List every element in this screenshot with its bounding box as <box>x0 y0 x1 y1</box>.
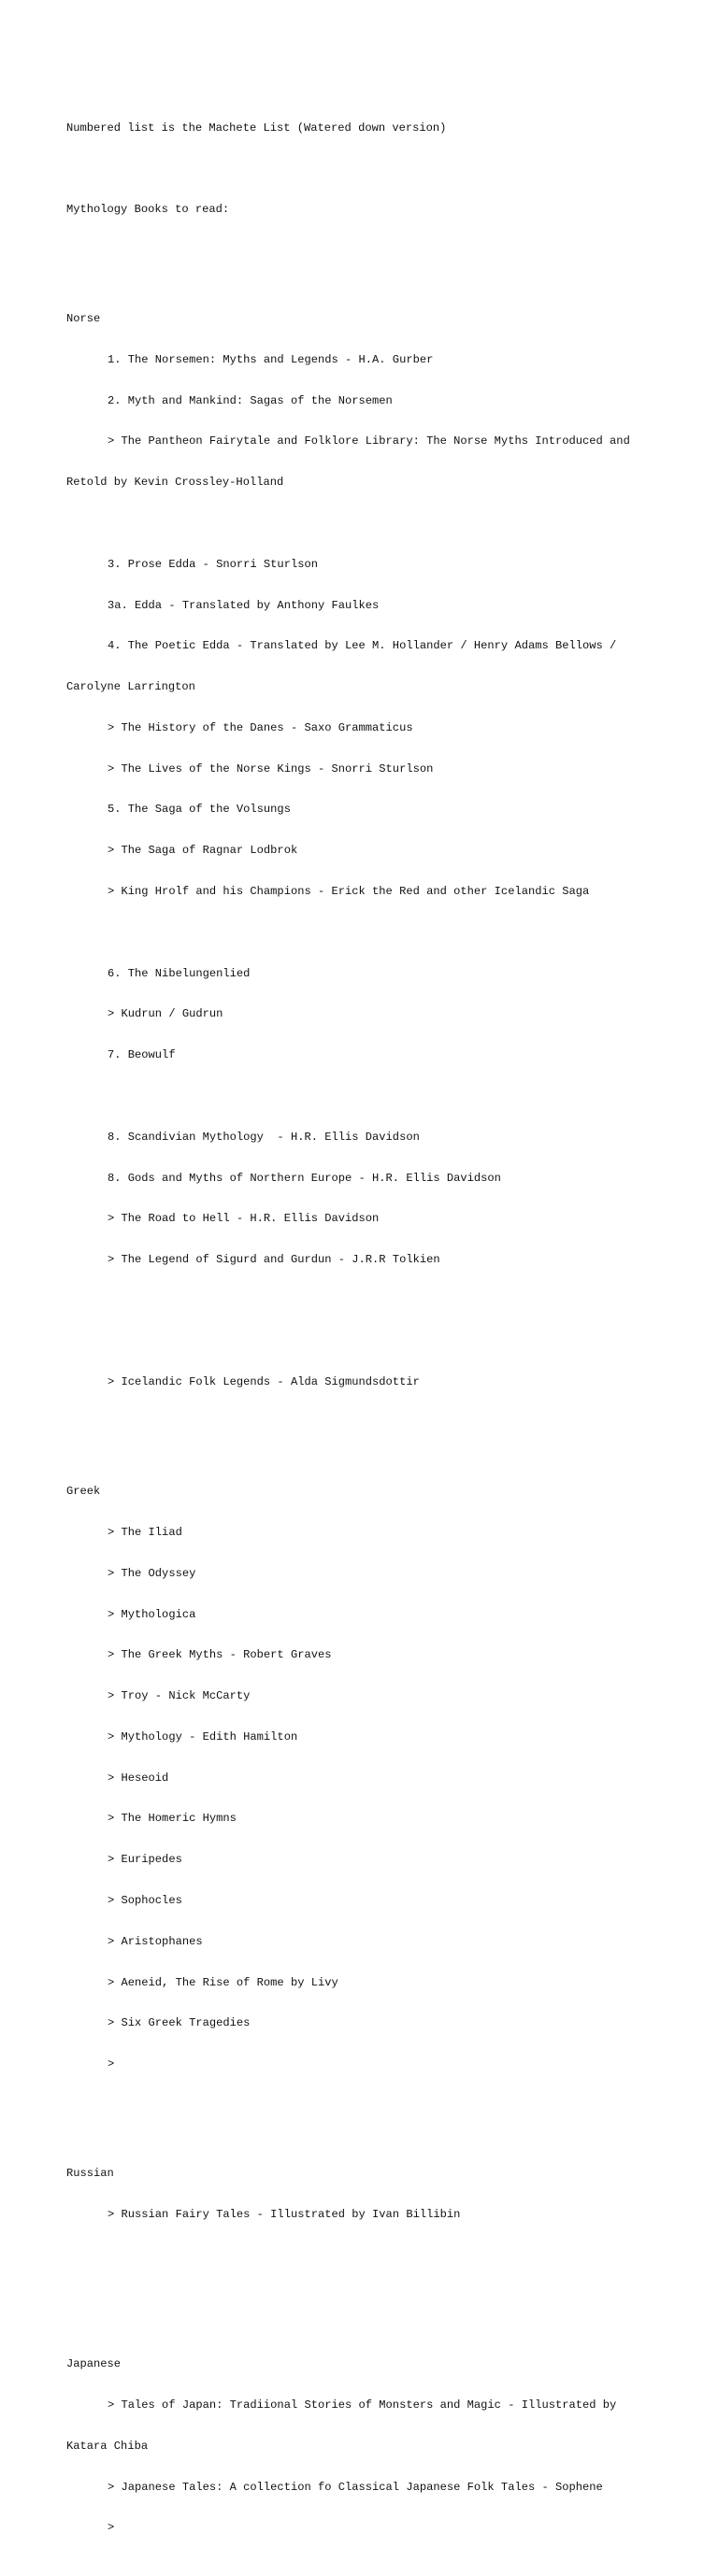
list-item: 1. The Norsemen: Myths and Legends - H.A. Gurber <box>108 352 434 366</box>
list-item: 8. Scandivian Mythology - H.R. Ellis Davidson <box>108 1130 420 1144</box>
blank-line <box>66 163 683 177</box>
section-heading-norse: Norse <box>66 312 101 326</box>
list-item: > <box>108 2521 115 2535</box>
list-item: > Heseoid <box>108 1771 169 1785</box>
list-item: > The Odyssey <box>108 1566 196 1580</box>
list-item: 8. Gods and Myths of Northern Europe - H.R. Ellis Davidson <box>108 1171 501 1185</box>
list-item: 3. Prose Edda - Snorri Sturlson <box>108 557 318 571</box>
list-item: > The Greek Myths - Robert Graves <box>108 1648 332 1662</box>
list-item-continuation: Retold by Kevin Crossley-Holland <box>66 476 284 490</box>
list-item: > Euripedes <box>108 1853 182 1867</box>
blank-line <box>66 244 683 258</box>
list-item: > Kudrun / Gudrun <box>108 1007 223 1021</box>
list-item: > Tales of Japan: Tradiional Stories of Monsters and Magic - Illustrated by <box>108 2398 617 2412</box>
header-note: Numbered list is the Machete List (Watered down version) <box>66 121 447 135</box>
list-item-continuation: Carolyne Larrington <box>66 680 195 694</box>
list-item: > Russian Fairy Tales - Illustrated by Ivan Billibin <box>108 2207 461 2221</box>
list-item-continuation: Katara Chiba <box>66 2439 149 2453</box>
blank-line <box>66 517 683 531</box>
blank-line <box>66 2099 683 2113</box>
list-item: > The Road to Hell - H.R. Ellis Davidson <box>108 1212 380 1226</box>
blank-line <box>66 926 683 940</box>
list-item: > Sophocles <box>108 1893 182 1907</box>
list-item: > Mythology - Edith Hamilton <box>108 1729 298 1743</box>
list-item: > The Saga of Ragnar Lodbrok <box>108 844 298 858</box>
list-item: > Icelandic Folk Legends - Alda Sigmundsdottir <box>108 1375 420 1389</box>
list-item: 7. Beowulf <box>108 1048 176 1062</box>
list-item: > The Pantheon Fairytale and Folklore Library: The Norse Myths Introduced and <box>108 434 630 448</box>
section-heading-japanese: Japanese <box>66 2357 122 2371</box>
list-item: > <box>108 2057 115 2071</box>
list-item: 4. The Poetic Edda - Translated by Lee M. Hollander / Henry Adams Bellows / <box>108 639 617 653</box>
list-item: > Mythologica <box>108 1607 196 1621</box>
blank-line <box>66 1416 683 1430</box>
blank-line <box>66 2248 683 2262</box>
list-item: > Japanese Tales: A collection fo Classical Japanese Folk Tales - Sophene <box>108 2480 603 2494</box>
section-heading-greek: Greek <box>66 1485 101 1499</box>
blank-line <box>66 1335 683 1349</box>
list-item: > The Lives of the Norse Kings - Snorri Sturlson <box>108 761 434 776</box>
list-item: > The Iliad <box>108 1525 182 1539</box>
list-item: 2. Myth and Mankind: Sagas of the Norsemen <box>108 393 393 407</box>
list-item: > The Legend of Sigurd and Gurdun - J.R.R Tolkien <box>108 1253 440 1267</box>
list-item: 5. The Saga of the Volsungs <box>108 803 291 817</box>
blank-line <box>66 2289 683 2303</box>
list-item: > Troy - Nick McCarty <box>108 1689 251 1703</box>
list-item: > King Hrolf and his Champions - Erick the Red and other Icelandic Saga <box>108 885 590 899</box>
list-item: 3a. Edda - Translated by Anthony Faulkes <box>108 598 380 612</box>
list-title: Mythology Books to read: <box>66 203 230 217</box>
list-item: > Six Greek Tragedies <box>108 2016 251 2030</box>
list-item: 6. The Nibelungenlied <box>108 966 251 980</box>
document-body <box>66 80 683 2576</box>
list-item: > The Homeric Hymns <box>108 1812 237 1826</box>
blank-line <box>66 1089 683 1103</box>
list-item: > Aristophanes <box>108 1934 203 1948</box>
section-heading-russian: Russian <box>66 2166 114 2180</box>
list-item: > Aeneid, The Rise of Rome by Livy <box>108 1975 338 1989</box>
list-item: > The History of the Danes - Saxo Grammaticus <box>108 720 413 734</box>
blank-line <box>66 1294 683 1308</box>
